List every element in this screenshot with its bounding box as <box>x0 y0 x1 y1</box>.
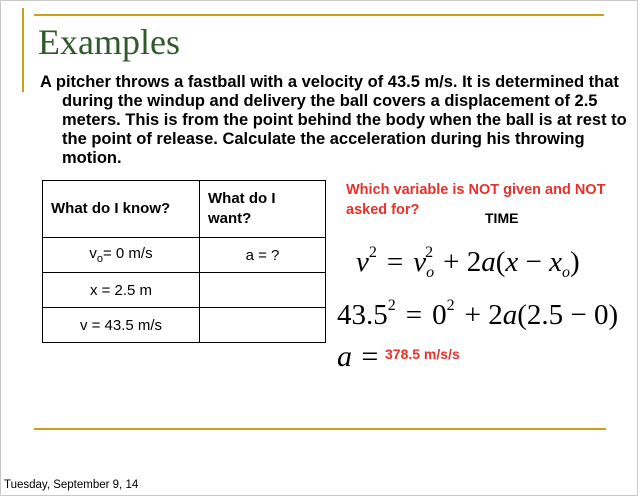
eq-exp: 2 <box>368 244 377 261</box>
sub-plus: + 2 <box>464 299 503 331</box>
empty-cell <box>200 308 326 343</box>
vo-subscript: o <box>96 253 103 265</box>
eq-exp2: 2 <box>425 244 434 261</box>
question-answer: TIME <box>485 210 519 226</box>
empty-cell <box>200 273 326 308</box>
eq-v: v <box>356 246 369 278</box>
wanted-acceleration: a = ? <box>200 238 326 273</box>
header-want: What do I want? <box>200 181 326 238</box>
question-text: Which variable is NOT given and NOT asked for? <box>346 182 606 218</box>
known-final-velocity: v = 43.5 m/s <box>43 308 200 343</box>
result-lhs: a = <box>337 340 380 373</box>
slide-title: Examples <box>38 22 180 62</box>
sub-a: a <box>502 299 518 331</box>
problem-statement: A pitcher throws a fastball with a velocity of 43.5 m/s. It is determined that during the windup and delivery the ball covers a displacement of 2.5 meters. This is from the point behind the body when the ball is at rest to the point of release. Calculate the acceleration during his throwing motion. <box>40 73 627 167</box>
vo-value: = 0 m/s <box>103 245 153 262</box>
eq-minus: − <box>518 246 550 278</box>
table-header-row <box>43 181 326 238</box>
sub-equals: = <box>405 299 423 331</box>
result-value: 378.5 m/s/s <box>385 346 460 362</box>
eq-open: ( <box>495 246 506 278</box>
substituted-equation <box>337 297 618 332</box>
sub-zero: 0 <box>432 299 447 331</box>
eq-equals: = <box>386 246 404 278</box>
kinematic-equation <box>356 244 580 282</box>
sub-lhs: 43.5 <box>337 299 388 331</box>
header-know: What do I know? <box>43 181 200 238</box>
accent-vertical-line <box>22 8 24 92</box>
eq-vo: v <box>413 246 427 278</box>
sub-rest: (2.5 − 0) <box>517 299 619 331</box>
known-displacement: x = 2.5 m <box>43 273 200 308</box>
vo-symbol: v <box>89 245 97 262</box>
known-initial-velocity <box>43 238 200 273</box>
sub-exp2: 2 <box>446 297 455 314</box>
accent-top-line <box>34 14 604 16</box>
accent-bottom-line <box>34 428 606 430</box>
table-row <box>43 308 326 343</box>
sub-exp: 2 <box>387 297 396 314</box>
eq-plus: + 2 <box>443 246 482 278</box>
know-want-table <box>42 180 326 343</box>
eq-o: o <box>426 264 435 281</box>
eq-x2: x <box>549 246 562 278</box>
eq-close: ) <box>570 246 580 278</box>
table-row <box>43 238 326 273</box>
table-row <box>43 273 326 308</box>
footer-date: Tuesday, September 9, 14 <box>4 479 139 491</box>
eq-a: a <box>481 246 496 278</box>
eq-x: x <box>505 246 519 278</box>
eq-o2: o <box>562 264 570 281</box>
